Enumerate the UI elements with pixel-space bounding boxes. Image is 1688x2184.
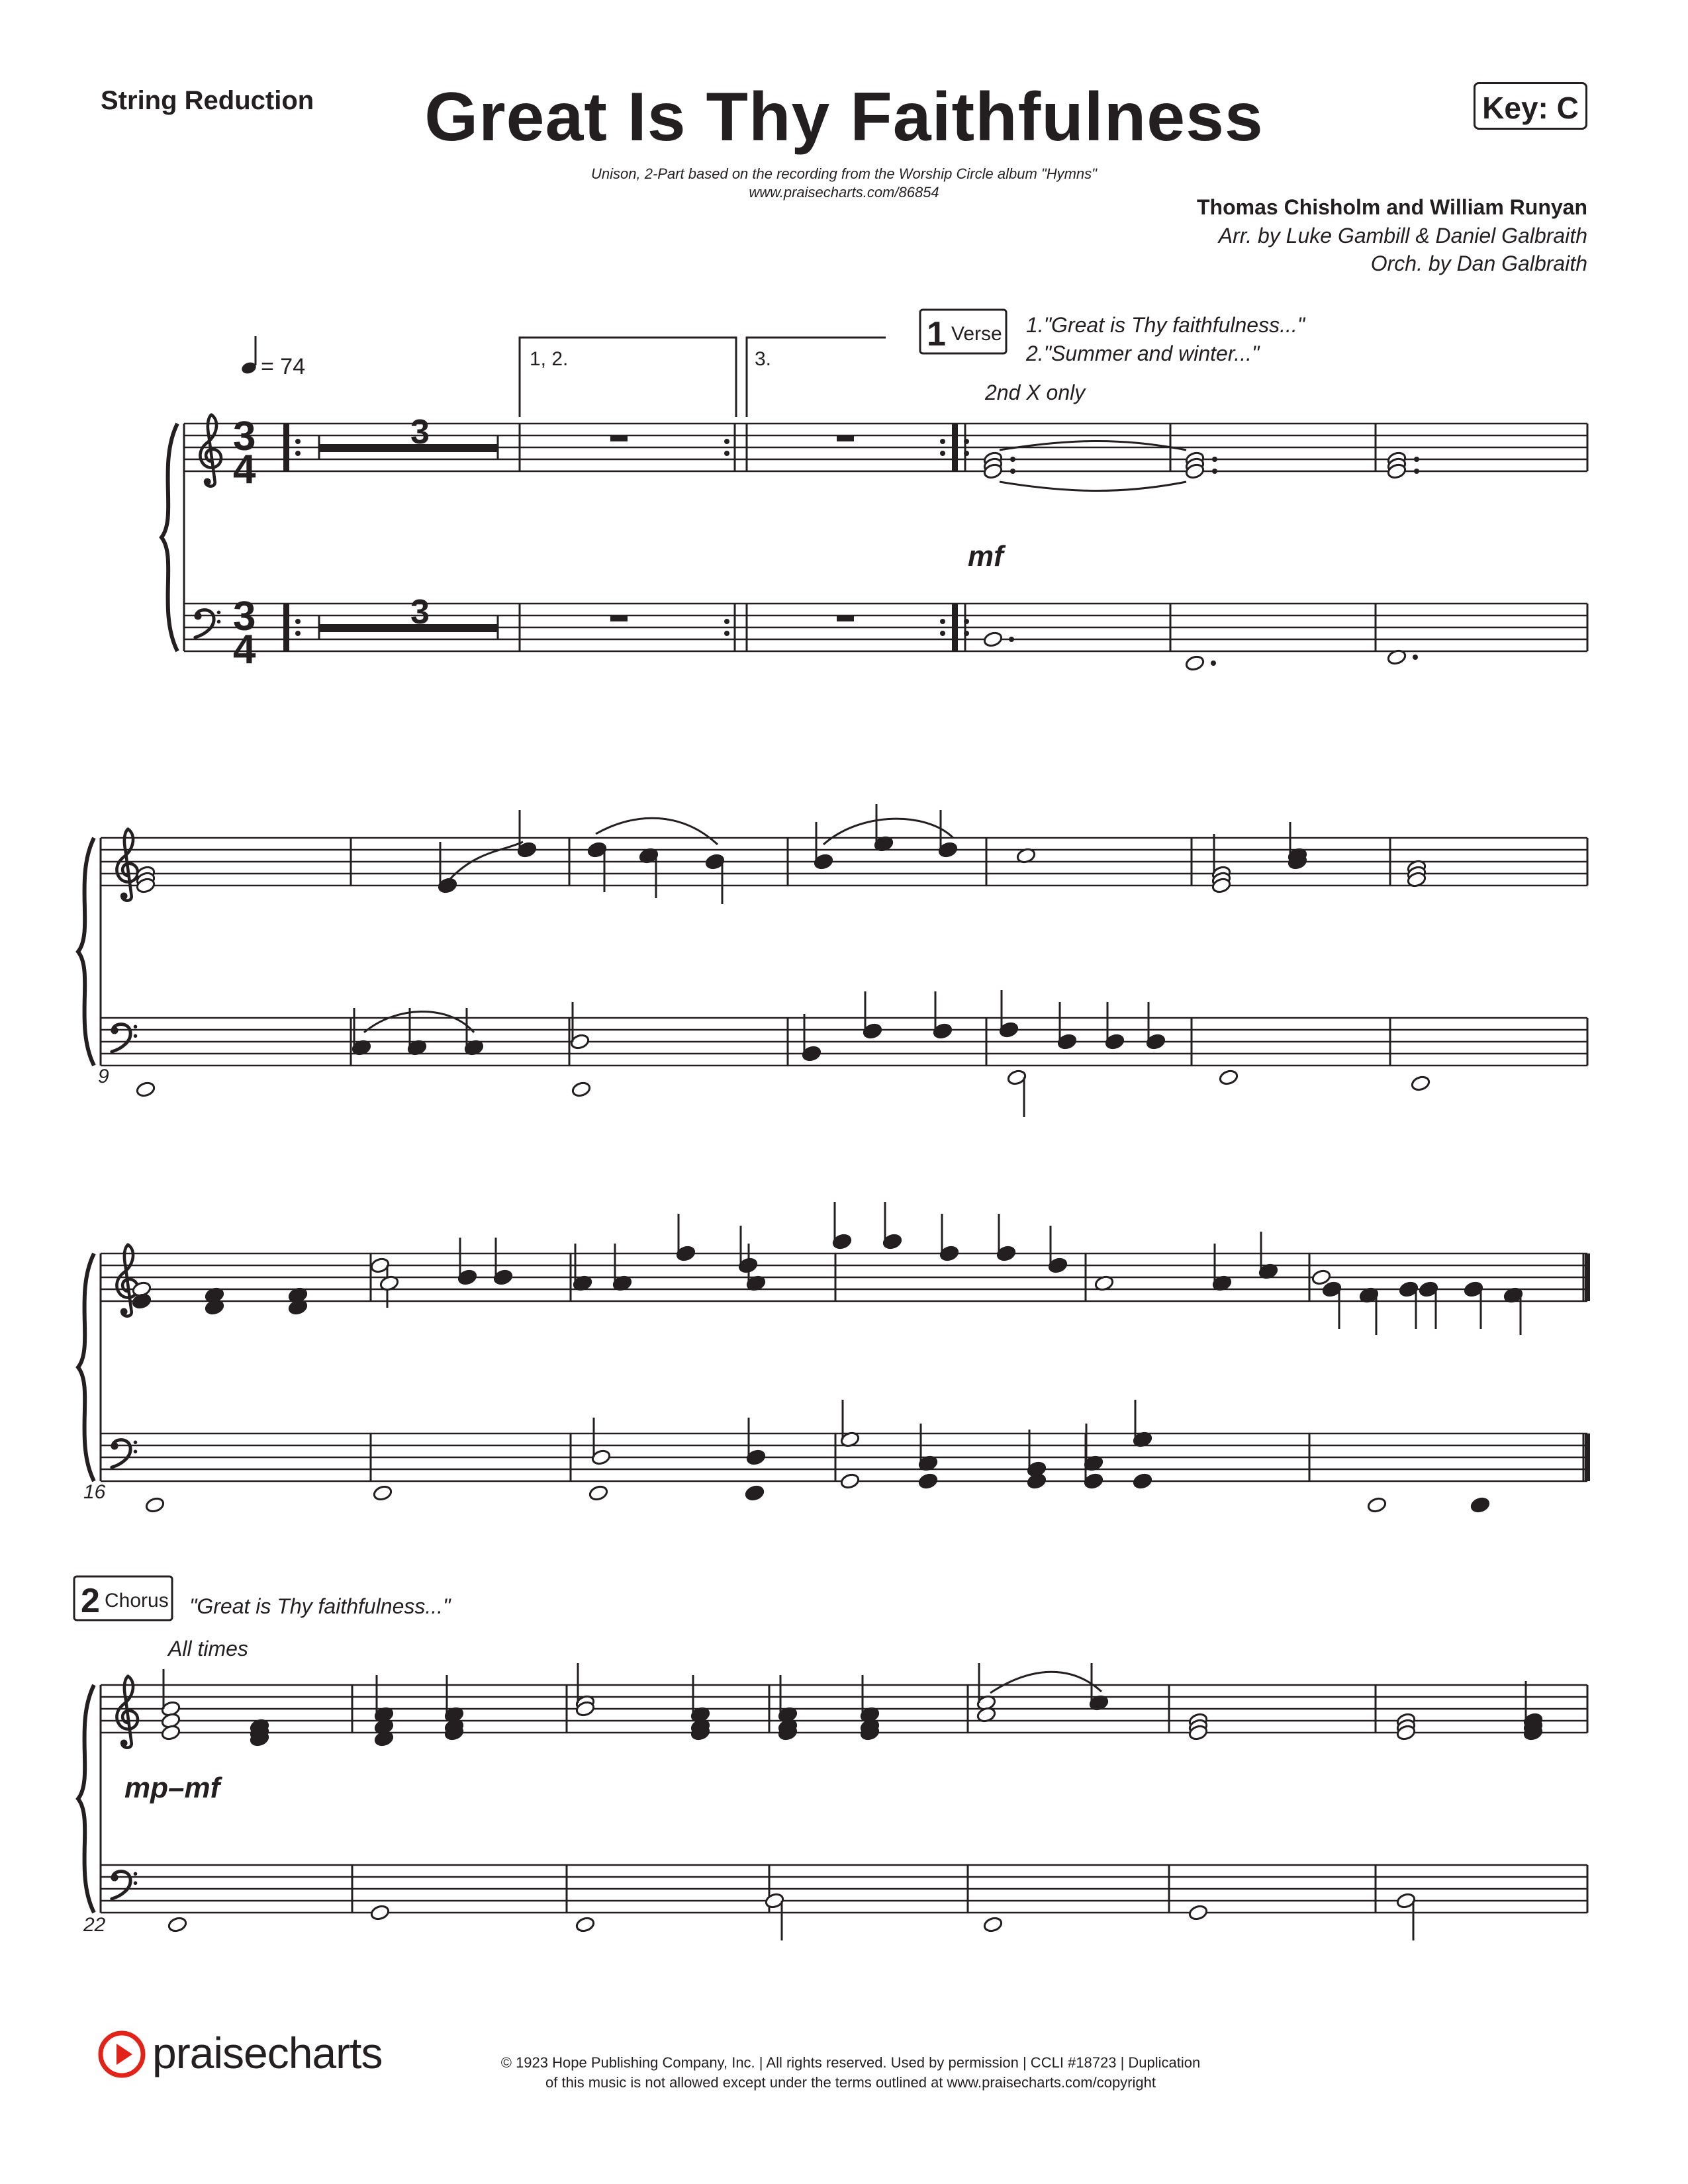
tie [1000, 441, 1186, 451]
orchestrator: Orch. by Dan Galbraith [1370, 251, 1587, 275]
notehead [373, 1484, 393, 1502]
brace [78, 1253, 94, 1481]
svg-text:3: 3 [233, 414, 256, 459]
notehead [588, 1484, 609, 1502]
augmentation-dot [1413, 655, 1418, 660]
augmentation-dot [1010, 457, 1015, 462]
repeat-dot [964, 451, 969, 456]
measure-number-16: 16 [83, 1481, 106, 1503]
bass-clef-icon [111, 1024, 137, 1052]
chart-url[interactable]: www.praisecharts.com/86854 [749, 184, 939, 201]
measure-number-9: 9 [98, 1066, 109, 1087]
song-title: Great Is Thy Faithfulness [424, 79, 1264, 156]
repeat-dot [964, 439, 969, 444]
repeat-dot [964, 619, 969, 624]
whole-rest [837, 435, 854, 441]
multirest-bar [319, 444, 498, 452]
praisecharts-logo-text: praisecharts [152, 2028, 383, 2077]
section-marker-chorus [74, 1576, 172, 1620]
notehead [136, 1081, 156, 1098]
treble-clef-icon [200, 415, 221, 486]
performance-instruction: All times [168, 1637, 248, 1661]
notehead [918, 1473, 939, 1490]
ending-bracket-1 [520, 338, 736, 417]
repeat-thick-bar [283, 424, 289, 471]
bass-note [983, 631, 1004, 648]
augmentation-dot [1212, 457, 1217, 462]
slur [596, 818, 718, 844]
whole-rest [837, 615, 854, 621]
notehead [145, 1496, 165, 1514]
notehead [745, 1484, 765, 1502]
arranger: Arr. by Luke Gambill & Daniel Galbraith [1218, 224, 1587, 248]
augmentation-dot [1414, 469, 1419, 474]
augmentation-dot [1010, 469, 1015, 474]
tempo-marking [240, 336, 305, 379]
part-label: String Reduction [101, 86, 314, 115]
repeat-thick-bar [283, 604, 289, 651]
lyric-cue-2: 2."Summer and winter..." [1026, 341, 1260, 365]
multirest-count-bass: 3 [410, 593, 430, 631]
whole-rest [610, 615, 628, 621]
svg-text:4: 4 [233, 447, 256, 492]
whole-rest [610, 435, 628, 441]
ending-bracket-2 [747, 338, 886, 417]
repeat-dot [940, 619, 945, 624]
composers: Thomas Chisholm and William Runyan [1197, 195, 1587, 219]
copyright-line-1: © 1923 Hope Publishing Company, Inc. | All rights reserved. Used by permission | CCLI #18723 | Duplication [500, 2054, 1201, 2071]
copyright-notice [424, 2053, 1278, 2093]
tie [1000, 482, 1186, 491]
notehead [571, 1081, 592, 1098]
notehead [1367, 1496, 1387, 1514]
tempo-value: = 74 [261, 354, 306, 379]
notehead [370, 1904, 391, 1921]
measure-number-22: 22 [83, 1914, 106, 1936]
repeat-dot [295, 451, 301, 456]
repeat-thick-bar [952, 604, 958, 651]
key-badge: Key: C [1474, 82, 1587, 130]
subtitle: Unison, 2-Part based on the recording from the Worship Circle album "Hymns" [591, 165, 1097, 182]
section-name: Verse [951, 323, 1002, 345]
repeat-dot [295, 439, 301, 444]
section-name: Chorus [105, 1590, 169, 1612]
treble-clef-icon [117, 829, 138, 901]
notehead [575, 1916, 596, 1933]
dynamic-mf: mf [968, 540, 1004, 572]
notehead [161, 1724, 181, 1741]
ending-2-label: 3. [755, 348, 772, 370]
copyright-line-2: of this music is not allowed except under the terms outlined at www.praisecharts.com/copyright [545, 2074, 1156, 2091]
ending-1-label: 1, 2. [530, 348, 569, 370]
repeat-dot [724, 619, 729, 624]
bass-clef-icon [111, 1872, 137, 1899]
repeat-dot [295, 631, 301, 636]
augmentation-dot [1212, 469, 1217, 474]
augmentation-dot [1414, 457, 1419, 462]
praisecharts-logo-icon [98, 2030, 146, 2078]
repeat-dot [940, 439, 945, 444]
lyric-cue-1: 1."Great is Thy faithfulness..." [1026, 313, 1305, 337]
notehead [1411, 1075, 1431, 1092]
notehead [1470, 1496, 1491, 1514]
notehead [840, 1473, 861, 1490]
multirest-bar [319, 624, 498, 632]
treble-clef-icon [117, 1676, 138, 1748]
notehead [1133, 1473, 1153, 1490]
brace [78, 1685, 94, 1913]
performance-instruction: 2nd X only [985, 381, 1086, 404]
section-marker-verse [920, 310, 1006, 353]
repeat-dot [724, 631, 729, 636]
notehead [1219, 1069, 1239, 1086]
notehead [167, 1916, 188, 1933]
augmentation-dot [1009, 637, 1014, 642]
section-number: 1 [927, 315, 946, 353]
notehead [1188, 1904, 1209, 1921]
augmentation-dot [1211, 660, 1216, 666]
bass-note [1185, 655, 1205, 672]
bass-clef-icon [194, 610, 220, 637]
repeat-dot [295, 619, 301, 624]
repeat-dot [964, 631, 969, 636]
repeat-dot [940, 631, 945, 636]
repeat-thick-bar [952, 424, 958, 471]
repeat-dot [724, 439, 729, 444]
notehead [983, 1916, 1004, 1933]
time-signature [233, 414, 256, 672]
lyric-cue: "Great is Thy faithfulness..." [189, 1594, 451, 1618]
multirest-count-treble: 3 [410, 413, 430, 451]
repeat-dot [940, 451, 945, 456]
svg-text:4: 4 [233, 627, 256, 672]
section-number: 2 [81, 1582, 100, 1620]
svg-text:3: 3 [233, 594, 256, 639]
dynamic-mp-mf: mp–mf [124, 1772, 220, 1804]
repeat-dot [724, 451, 729, 456]
slur [990, 1672, 1102, 1693]
brace [162, 424, 177, 651]
brace [78, 838, 94, 1066]
bass-clef-icon [111, 1440, 137, 1467]
